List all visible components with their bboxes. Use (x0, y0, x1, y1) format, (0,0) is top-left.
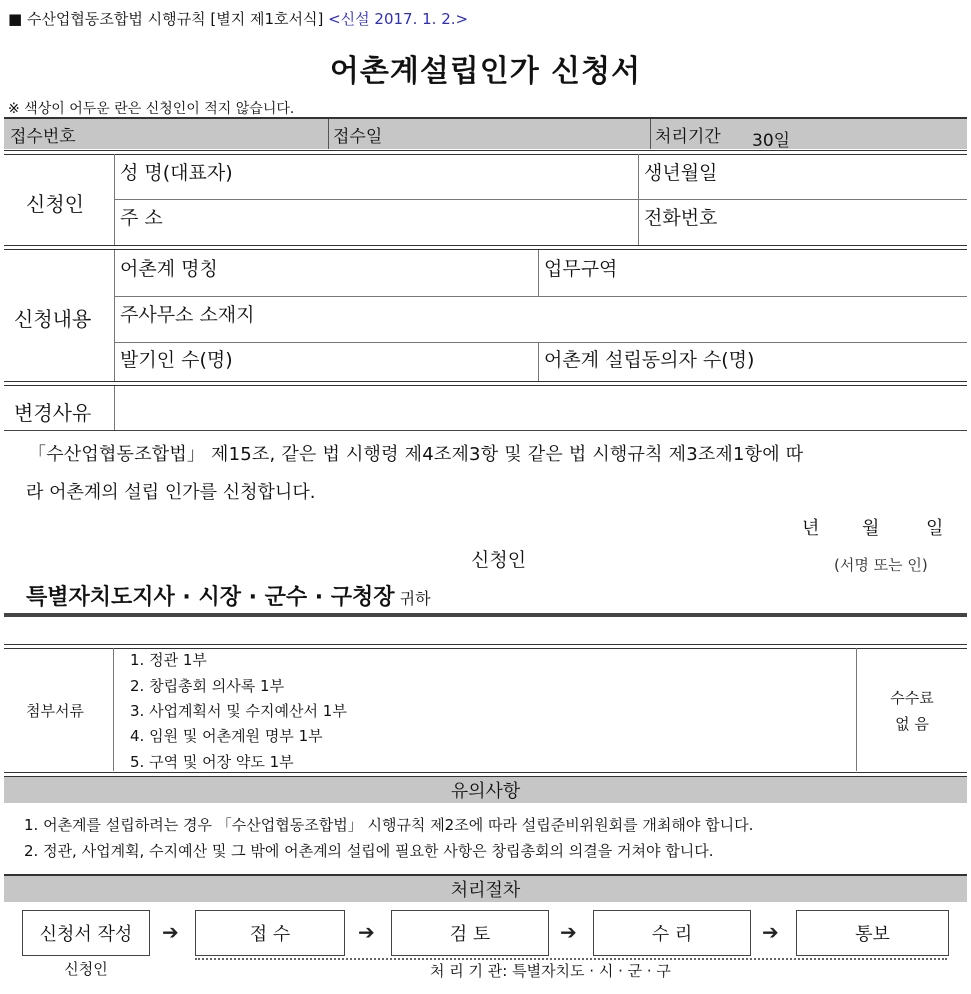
receipt-row (4, 119, 967, 149)
procedure-step-apply: 신청서 작성 (22, 910, 150, 956)
form-header (8, 8, 468, 29)
date-month-label: 월 (862, 518, 880, 539)
attachment-item: 3. 사업계획서 및 수지예산서 1부 (130, 702, 347, 720)
procedure-step-acceptance: 수 리 (593, 910, 751, 956)
revision-date: <신설 2017. 1. 2.> (328, 10, 469, 28)
fee-label: 수수료 (890, 689, 934, 707)
attachment-item: 2. 창립총회 의사록 1부 (130, 677, 285, 695)
procedure-title: 처리절차 (4, 876, 967, 902)
consent-count-field[interactable]: 어촌계 설립동의자 수(명) (544, 349, 755, 371)
receipt-date-label: 접수일 (333, 127, 383, 147)
notes-title: 유의사항 (4, 777, 967, 803)
procedure-step-review: 검 토 (391, 910, 549, 956)
applicant-phone-field[interactable]: 전화번호 (644, 207, 718, 229)
recipient-suffix: 귀하 (399, 589, 431, 608)
attachments-label: 첨부서류 (26, 702, 84, 720)
signature-hint[interactable]: (서명 또는 인) (834, 556, 928, 574)
arrow-right-icon: ➔ (560, 920, 577, 944)
date-day-label: 일 (926, 518, 944, 539)
application-section-label: 신청내용 (14, 307, 92, 331)
procedure-agency-label: 처 리 기 관: 특별자치도 · 시 · 군 · 구 (430, 962, 671, 980)
receipt-number-label: 접수번호 (10, 127, 76, 147)
law-reference: ■ 수산업협동조합법 시행규칙 [별지 제1호서식] (8, 10, 324, 28)
attachment-item: 4. 임원 및 어촌계원 명부 1부 (130, 727, 323, 745)
procedure-step-receipt: 접 수 (195, 910, 345, 956)
applicant-name-field[interactable]: 성 명(대표자) (120, 162, 233, 184)
arrow-right-icon: ➔ (162, 920, 179, 944)
procedure-applicant-label: 신청인 (64, 960, 108, 978)
applicant-section-label: 신청인 (26, 192, 84, 216)
processing-period-label: 처리기간 (655, 127, 721, 147)
change-reason-field[interactable] (115, 386, 967, 430)
fee-value: 없 음 (895, 715, 929, 733)
recipient (26, 580, 431, 611)
founders-count-field[interactable]: 발기인 수(명) (120, 349, 233, 371)
date-year-label: 년 (802, 518, 820, 539)
processing-period-value: 30일 (752, 131, 791, 151)
statement-line-2: 라 어촌계의 설립 인가를 신청합니다. (26, 482, 316, 503)
change-reason-label: 변경사유 (14, 401, 92, 425)
arrow-right-icon: ➔ (762, 920, 779, 944)
fishing-village-name-field[interactable]: 어촌계 명칭 (120, 258, 218, 280)
applicant-address-field[interactable]: 주 소 (120, 207, 163, 229)
arrow-right-icon: ➔ (358, 920, 375, 944)
attachment-item: 5. 구역 및 어장 약도 1부 (130, 753, 294, 771)
note-item: 1. 어촌계를 설립하려는 경우 「수산업협동조합법」 시행규칙 제2조에 따라 설립준비위원회를 개최해야 합니다. (24, 816, 754, 834)
main-office-location-field[interactable]: 주사무소 소재지 (120, 304, 255, 326)
note-item: 2. 정관, 사업계획, 수지예산 및 그 밖에 어촌계의 설립에 필요한 사항은 창립총회의 의결을 거쳐야 합니다. (24, 842, 714, 860)
signature-label: 신청인 (471, 549, 527, 571)
page-title: 어촌계설립인가 신청서 (329, 54, 642, 89)
recipient-name: 특별자치도지사 · 시장 · 군수 · 구청장 (26, 585, 395, 610)
procedure-step-notification: 통보 (796, 910, 949, 956)
attachment-item: 1. 정관 1부 (130, 651, 207, 669)
applicant-birth-field[interactable]: 생년월일 (644, 162, 718, 184)
business-area-field[interactable]: 업무구역 (544, 258, 618, 280)
statement-line-1: 「수산업협동조합법」 제15조, 같은 법 시행령 제4조제3항 및 같은 법 시행규칙 제3조제1항에 따 (28, 444, 804, 465)
shading-note: ※ 색상이 어두운 란은 신청인이 적지 않습니다. (8, 101, 295, 117)
